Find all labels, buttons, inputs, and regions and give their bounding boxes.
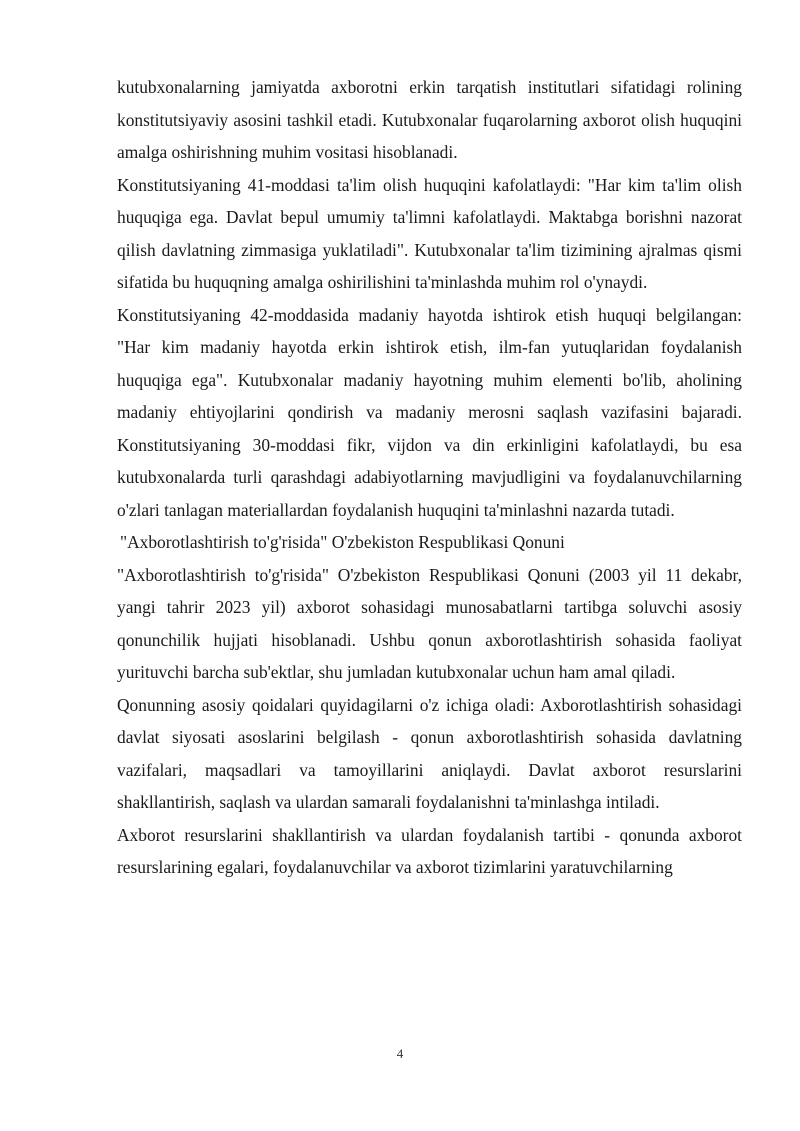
section-heading: "Axborotlashtirish to'g'risida" O'zbekiston Respublikasi Qonuni bbox=[120, 532, 565, 552]
paragraph-article-42: Konstitutsiyaning 42-moddasida madaniy hayotda ishtirok etish huquqi belgilangan: "Har kim madaniy hayotda erkin ishtirok etish, ilm-fan yutuqlaridan foydalanish huquqiga ega". Kutubxonalar madaniy hayotning muhim elementi bo'lib, aholining madaniy ehtiyojlarini qondirish va madaniy merosni saqlash vazifasini bajaradi. Konstitutsiyaning 30-moddasi fikr, vijdon va din erkinligini kafolatlaydi, bu esa kutubxonalarda turli qarashdagi adabiyotlarning mavjudligini va foydalanuvchilarning o'zlari tanlagan materiallardan foydalanish huquqini ta'minlashni nazarda tutadi. bbox=[117, 304, 742, 520]
paragraph-law-provisions: Qonunning asosiy qoidalari quyidagilarni o'z ichiga oladi: Axborotlashtirish sohasidagi davlat siyosati asoslarini belgilash - qonun axborotlashtirish sohasida davlatning vazifalari, maqsadlari va tamoyillarini aniqlaydi. Davlat axborot resurslarini shakllantirish, saqlash va ulardan samarali foydalanishni ta'minlashga intiladi. bbox=[117, 694, 742, 812]
paragraph-law-intro: "Axborotlashtirish to'g'risida" O'zbekiston Respublikasi Qonuni (2003 yil 11 dekabr, yangi tahrir 2023 yil) axborot sohasidagi munosabatlarni tartibga soluvchi asosiy qonunchilik hujjati hisoblanadi. Ushbu qonun axborotlashtirish sohasida faoliyat yurituvchi barcha sub'ektlar, shu jumladan kutubxonalar uchun ham amal qiladi. bbox=[117, 564, 742, 682]
paragraph-article-41: Konstitutsiyaning 41-moddasi ta'lim olish huquqini kafolatlaydi: "Har kim ta'lim olish huquqiga ega. Davlat bepul umumiy ta'limni kafolatlaydi. Maktabga borishni nazorat qilish davlatning zimmasiga yuklatiladi". Kutubxonalar ta'lim tizimining ajralmas qismi sifatida bu huquqning amalga oshirilishini ta'minlashda muhim rol o'ynaydi. bbox=[117, 174, 742, 292]
paragraph-resources: Axborot resurslarini shakllantirish va ulardan foydalanish tartibi - qonunda axborot resurslarining egalari, foydalanuvchilar va axborot tizimlarini yaratuvchilarning bbox=[117, 824, 742, 877]
page-number: 4 bbox=[396, 1046, 404, 1061]
document-body bbox=[117, 71, 742, 884]
paragraph-continuation: kutubxonalarning jamiyatda axborotni erkin tarqatish institutlari sifatidagi rolining konstitutsiyaviy asosini tashkil etadi. Kutubxonalar fuqarolarning axborot olish huquqini amalga oshirishning muhim vositasi hisoblanadi. bbox=[117, 77, 742, 162]
